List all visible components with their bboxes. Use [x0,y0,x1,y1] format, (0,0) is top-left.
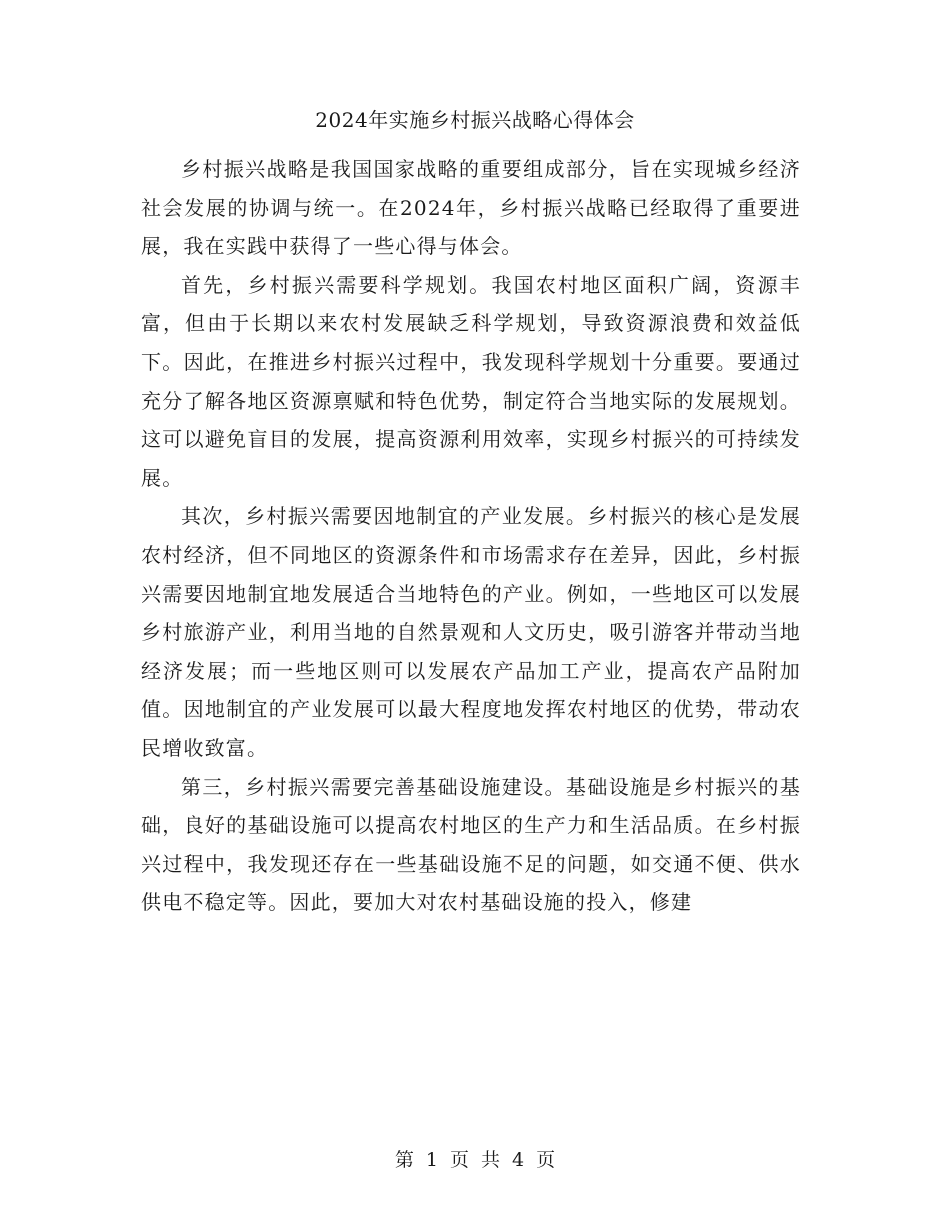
paragraph-industry: 其次，乡村振兴需要因地制宜的产业发展。乡村振兴的核心是发展农村经济，但不同地区的资源条件和市场需求存在差异，因此，乡村振兴需要因地制宜地发展适合当地特色的产业。例如，一些地区可以发展乡村旅游产业，利用当地的自然景观和人文历史，吸引游客并带动当地经济发展；而一些地区则可以发展农产品加工产业，提高农产品附加值。因地制宜的产业发展可以最大程度地发挥农村地区的优势，带动农民增收致富。 [141,504,801,760]
paragraph-intro: 乡村振兴战略是我国国家战略的重要组成部分，旨在实现城乡经济社会发展的协调与统一。在2024年，乡村振兴战略已经取得了重要进展，我在实践中获得了一些心得与体会。 [141,157,801,259]
document-body [141,150,801,922]
paragraph-planning: 首先，乡村振兴需要科学规划。我国农村地区面积广阔，资源丰富，但由于长期以来农村发展缺乏科学规划，导致资源浪费和效益低下。因此，在推进乡村振兴过程中，我发现科学规划十分重要。要通过充分了解各地区资源禀赋和特色优势，制定符合当地实际的发展规划。这可以避免盲目的发展，提高资源利用效率，实现乡村振兴的可持续发展。 [141,272,801,490]
page-footer: 第 1 页 共 4 页 [394,1149,556,1171]
document-title: 2024年实施乡村振兴战略心得体会 [315,108,635,132]
paragraph-infrastructure: 第三，乡村振兴需要完善基础设施建设。基础设施是乡村振兴的基础，良好的基础设施可以提高农村地区的生产力和生活品质。在乡村振兴过程中，我发现还存在一些基础设施不足的问题，如交通不便、供水供电不稳定等。因此，要加大对农村基础设施的投入，修建 [141,774,801,915]
